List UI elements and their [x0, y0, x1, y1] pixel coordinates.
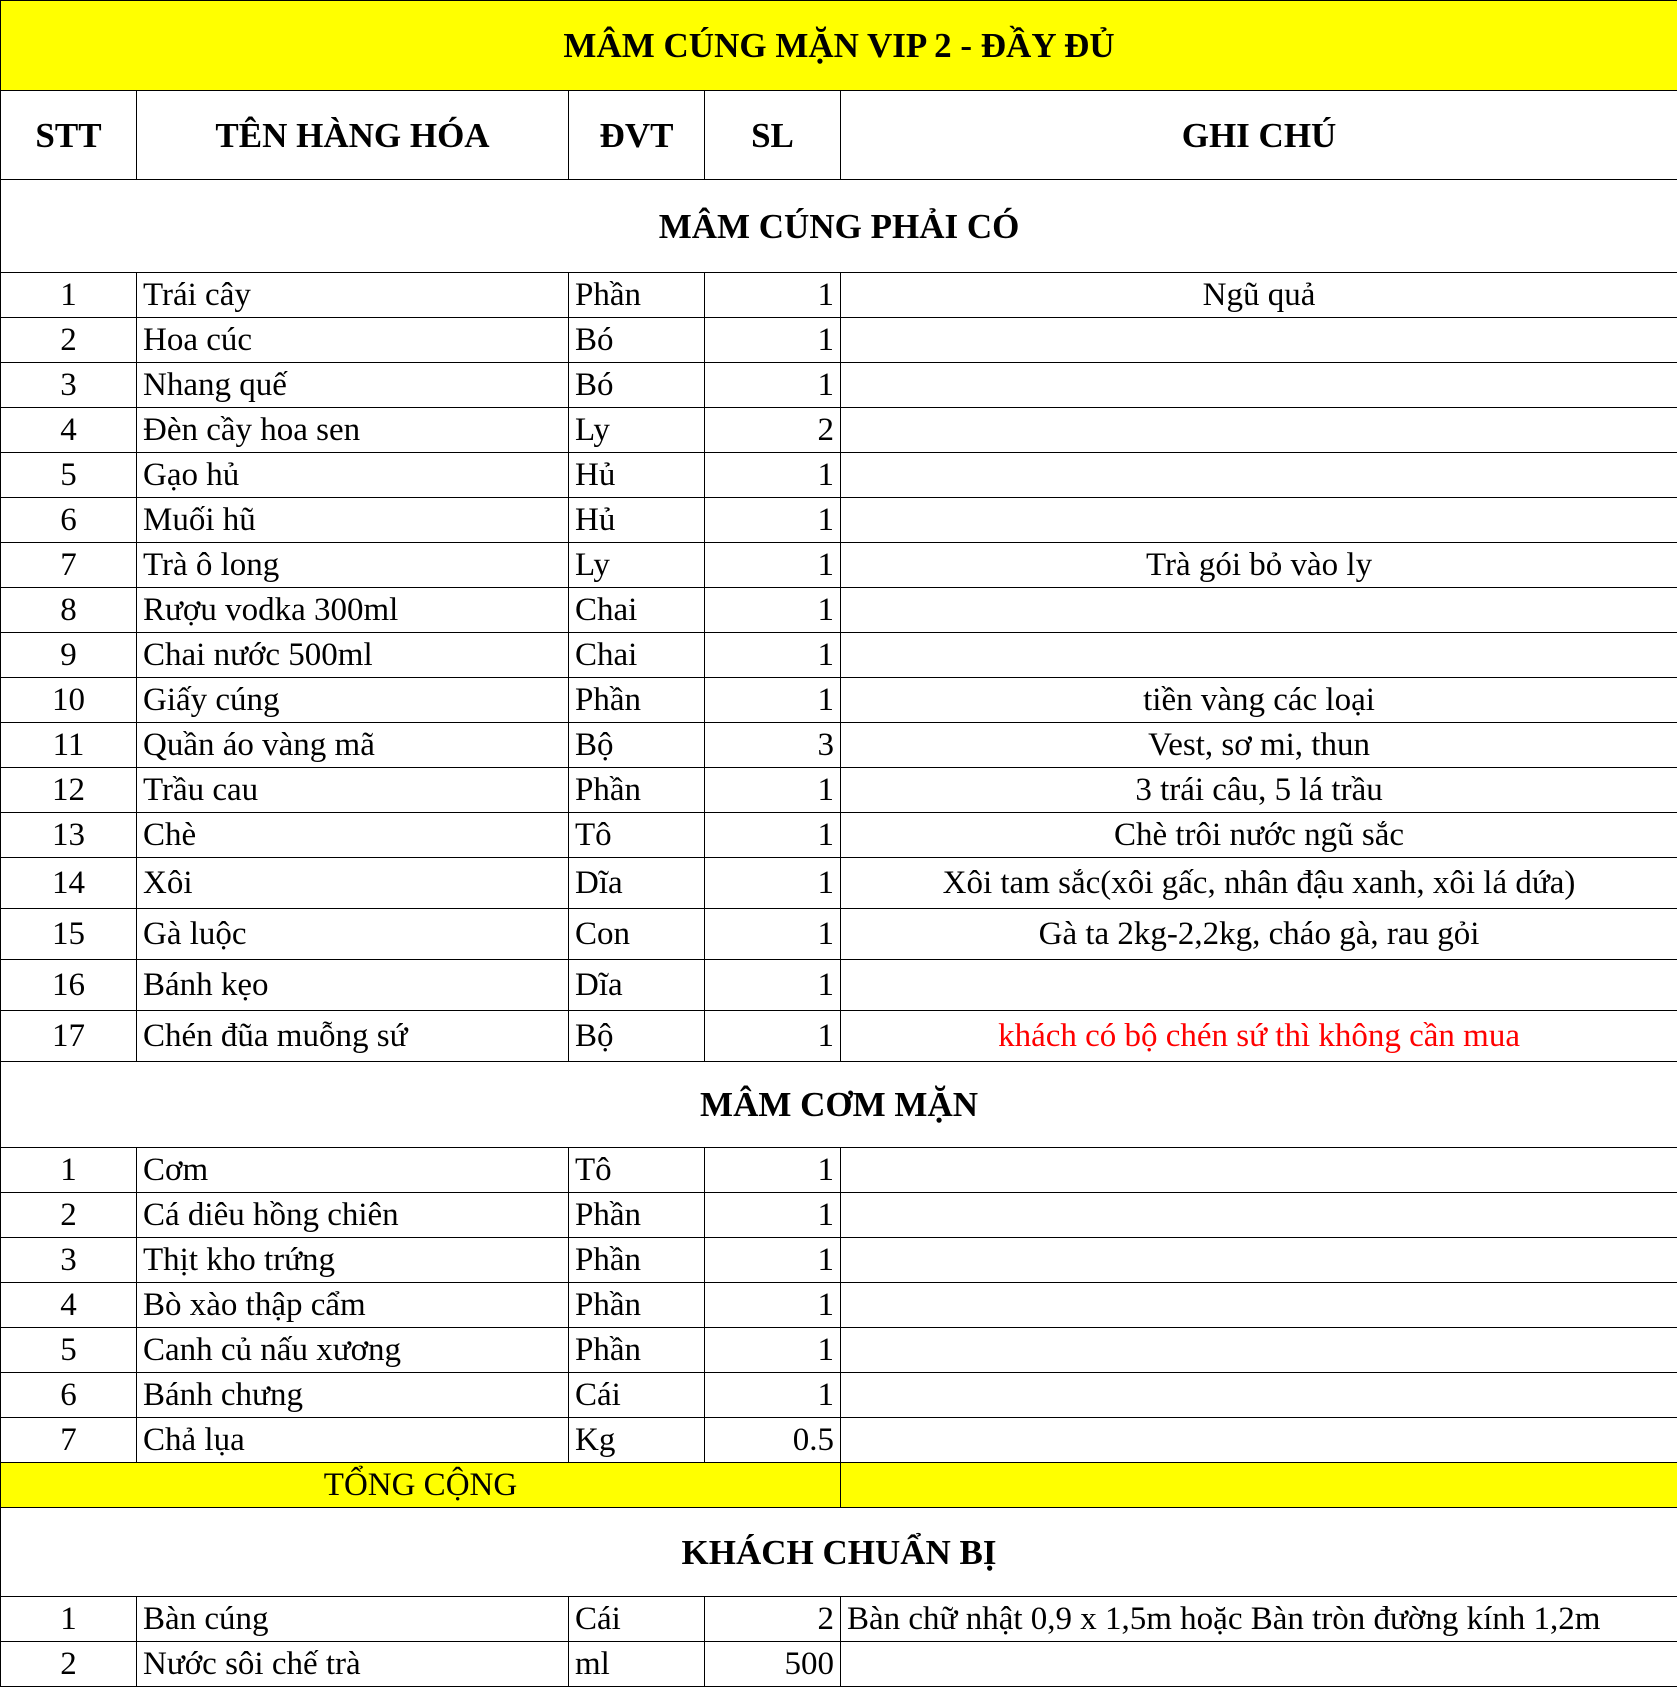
- cell-note: 3 trái câu, 5 lá trầu: [841, 768, 1677, 813]
- cell-stt: 5: [1, 1328, 137, 1373]
- cell-stt: 1: [1, 273, 137, 318]
- cell-unit: Bộ: [569, 1011, 705, 1062]
- cell-unit: Bộ: [569, 723, 705, 768]
- cell-unit: Phần: [569, 1283, 705, 1328]
- cell-qty: 1: [705, 1373, 841, 1418]
- total-row: [1, 1463, 1677, 1508]
- cell-stt: 8: [1, 588, 137, 633]
- section-mam-cung: MÂM CÚNG PHẢI CÓ: [1, 180, 1677, 273]
- cell-qty: 1: [705, 1238, 841, 1283]
- cell-note-warning: khách có bộ chén sứ thì không cần mua: [841, 1011, 1677, 1062]
- cell-name: Bàn cúng: [137, 1597, 569, 1642]
- cell-stt: 2: [1, 1642, 137, 1687]
- cell-note: Gà ta 2kg-2,2kg, cháo gà, rau gỏi: [841, 909, 1677, 960]
- cell-stt: 7: [1, 543, 137, 588]
- cell-note: [841, 363, 1677, 408]
- table-row: [1, 1148, 1677, 1193]
- total-label: TỔNG CỘNG: [1, 1463, 841, 1508]
- cell-qty: 1: [705, 813, 841, 858]
- cell-stt: 9: [1, 633, 137, 678]
- table-row: [1, 1328, 1677, 1373]
- table-row: [1, 678, 1677, 723]
- cell-qty: 1: [705, 318, 841, 363]
- cell-stt: 11: [1, 723, 137, 768]
- header-unit: ĐVT: [569, 91, 705, 180]
- table-row: [1, 1597, 1677, 1642]
- cell-unit: Phần: [569, 768, 705, 813]
- cell-name: Đèn cầy hoa sen: [137, 408, 569, 453]
- table-row: [1, 588, 1677, 633]
- cell-note: [841, 408, 1677, 453]
- cell-name: Nước sôi chế trà: [137, 1642, 569, 1687]
- table-row: [1, 1418, 1677, 1463]
- table-row: [1, 813, 1677, 858]
- cell-name: Gà luộc: [137, 909, 569, 960]
- table-row: [1, 543, 1677, 588]
- cell-unit: ml: [569, 1642, 705, 1687]
- total-value: [841, 1463, 1677, 1508]
- cell-qty: 500: [705, 1642, 841, 1687]
- cell-stt: 1: [1, 1597, 137, 1642]
- cell-note: [841, 1418, 1677, 1463]
- cell-qty: 1: [705, 678, 841, 723]
- cell-qty: 1: [705, 1328, 841, 1373]
- cell-stt: 16: [1, 960, 137, 1011]
- cell-stt: 12: [1, 768, 137, 813]
- table-row: [1, 633, 1677, 678]
- cell-unit: Phần: [569, 273, 705, 318]
- cell-stt: 3: [1, 1238, 137, 1283]
- cell-qty: 1: [705, 1011, 841, 1062]
- cell-note: Vest, sơ mi, thun: [841, 723, 1677, 768]
- cell-unit: Cái: [569, 1373, 705, 1418]
- cell-name: Rượu vodka 300ml: [137, 588, 569, 633]
- cell-note: Chè trôi nước ngũ sắc: [841, 813, 1677, 858]
- cell-stt: 6: [1, 498, 137, 543]
- cell-qty: 1: [705, 273, 841, 318]
- cell-note: [841, 1373, 1677, 1418]
- cell-unit: Bó: [569, 318, 705, 363]
- cell-stt: 2: [1, 318, 137, 363]
- table-row: [1, 1238, 1677, 1283]
- cell-note: [841, 453, 1677, 498]
- cell-note: [841, 498, 1677, 543]
- cell-note: [841, 633, 1677, 678]
- cell-name: Chả lụa: [137, 1418, 569, 1463]
- cell-note: Trà gói bỏ vào ly: [841, 543, 1677, 588]
- cell-stt: 10: [1, 678, 137, 723]
- cell-stt: 4: [1, 1283, 137, 1328]
- table-row: [1, 1283, 1677, 1328]
- table-row: [1, 453, 1677, 498]
- table-title: MÂM CÚNG MẶN VIP 2 - ĐẦY ĐỦ: [1, 1, 1677, 91]
- cell-name: Trầu cau: [137, 768, 569, 813]
- section-khach: KHÁCH CHUẨN BỊ: [1, 1508, 1677, 1597]
- cell-unit: Cái: [569, 1597, 705, 1642]
- cell-stt: 5: [1, 453, 137, 498]
- cell-name: Gạo hủ: [137, 453, 569, 498]
- cell-note: [841, 588, 1677, 633]
- cell-qty: 1: [705, 453, 841, 498]
- cell-name: Giấy cúng: [137, 678, 569, 723]
- cell-unit: Con: [569, 909, 705, 960]
- cell-qty: 2: [705, 408, 841, 453]
- cell-name: Bánh kẹo: [137, 960, 569, 1011]
- table-row: [1, 273, 1677, 318]
- cell-unit: Phần: [569, 1193, 705, 1238]
- cell-note: [841, 1283, 1677, 1328]
- cell-stt: 13: [1, 813, 137, 858]
- cell-note: [841, 960, 1677, 1011]
- cell-stt: 4: [1, 408, 137, 453]
- cell-unit: Phần: [569, 1238, 705, 1283]
- cell-note: tiền vàng các loại: [841, 678, 1677, 723]
- cell-name: Thịt kho trứng: [137, 1238, 569, 1283]
- table-row: [1, 858, 1677, 909]
- cell-qty: 1: [705, 498, 841, 543]
- cell-unit: Ly: [569, 543, 705, 588]
- cell-note: Ngũ quả: [841, 273, 1677, 318]
- cell-unit: Kg: [569, 1418, 705, 1463]
- cell-qty: 1: [705, 909, 841, 960]
- cell-stt: 14: [1, 858, 137, 909]
- cell-qty: 2: [705, 1597, 841, 1642]
- cell-unit: Phần: [569, 678, 705, 723]
- cell-qty: 0.5: [705, 1418, 841, 1463]
- section-mam-com: MÂM CƠM MẶN: [1, 1062, 1677, 1148]
- cell-name: Cơm: [137, 1148, 569, 1193]
- cell-stt: 17: [1, 1011, 137, 1062]
- cell-qty: 1: [705, 633, 841, 678]
- cell-qty: 1: [705, 768, 841, 813]
- table-row: [1, 408, 1677, 453]
- cell-unit: Tô: [569, 1148, 705, 1193]
- cell-qty: 1: [705, 588, 841, 633]
- cell-note: [841, 1193, 1677, 1238]
- table-row: [1, 1011, 1677, 1062]
- cell-note: [841, 318, 1677, 363]
- cell-qty: 1: [705, 960, 841, 1011]
- table-row: [1, 1193, 1677, 1238]
- cell-name: Bò xào thập cẩm: [137, 1283, 569, 1328]
- cell-qty: 1: [705, 1148, 841, 1193]
- cell-name: Xôi: [137, 858, 569, 909]
- cell-note: Xôi tam sắc(xôi gấc, nhân đậu xanh, xôi lá dứa): [841, 858, 1677, 909]
- cell-stt: 15: [1, 909, 137, 960]
- table-row: [1, 909, 1677, 960]
- cell-stt: 1: [1, 1148, 137, 1193]
- cell-name: Chè: [137, 813, 569, 858]
- cell-unit: Ly: [569, 408, 705, 453]
- cell-unit: Phần: [569, 1328, 705, 1373]
- header-stt: STT: [1, 91, 137, 180]
- cell-name: Bánh chưng: [137, 1373, 569, 1418]
- cell-unit: Hủ: [569, 498, 705, 543]
- cell-name: Trà ô long: [137, 543, 569, 588]
- table-row: [1, 318, 1677, 363]
- cell-unit: Tô: [569, 813, 705, 858]
- table-row: [1, 768, 1677, 813]
- cell-name: Trái cây: [137, 273, 569, 318]
- cell-unit: Bó: [569, 363, 705, 408]
- cell-name: Muối hũ: [137, 498, 569, 543]
- cell-note: [841, 1238, 1677, 1283]
- cell-qty: 1: [705, 543, 841, 588]
- table-row: [1, 1373, 1677, 1418]
- cell-note: [841, 1148, 1677, 1193]
- table-row: [1, 960, 1677, 1011]
- cell-stt: 3: [1, 363, 137, 408]
- cell-unit: Chai: [569, 633, 705, 678]
- cell-unit: Dĩa: [569, 858, 705, 909]
- cell-name: Canh củ nấu xương: [137, 1328, 569, 1373]
- cell-stt: 7: [1, 1418, 137, 1463]
- cell-name: Nhang quế: [137, 363, 569, 408]
- cell-note: [841, 1328, 1677, 1373]
- cell-name: Cá diêu hồng chiên: [137, 1193, 569, 1238]
- table-row: [1, 723, 1677, 768]
- cell-qty: 1: [705, 1283, 841, 1328]
- cell-qty: 1: [705, 363, 841, 408]
- table-row: [1, 363, 1677, 408]
- cell-stt: 6: [1, 1373, 137, 1418]
- cell-name: Chén đũa muỗng sứ: [137, 1011, 569, 1062]
- table-row: [1, 498, 1677, 543]
- header-note: GHI CHÚ: [841, 91, 1677, 180]
- cell-stt: 2: [1, 1193, 137, 1238]
- cell-unit: Hủ: [569, 453, 705, 498]
- cell-unit: Dĩa: [569, 960, 705, 1011]
- cell-note: [841, 1642, 1677, 1687]
- header-name: TÊN HÀNG HÓA: [137, 91, 569, 180]
- cell-name: Chai nước 500ml: [137, 633, 569, 678]
- cell-qty: 3: [705, 723, 841, 768]
- cell-name: Hoa cúc: [137, 318, 569, 363]
- header-qty: SL: [705, 91, 841, 180]
- cell-unit: Chai: [569, 588, 705, 633]
- cell-qty: 1: [705, 1193, 841, 1238]
- cell-name: Quần áo vàng mã: [137, 723, 569, 768]
- cell-qty: 1: [705, 858, 841, 909]
- table-row: [1, 1642, 1677, 1687]
- cell-note: Bàn chữ nhật 0,9 x 1,5m hoặc Bàn tròn đường kính 1,2m: [841, 1597, 1677, 1642]
